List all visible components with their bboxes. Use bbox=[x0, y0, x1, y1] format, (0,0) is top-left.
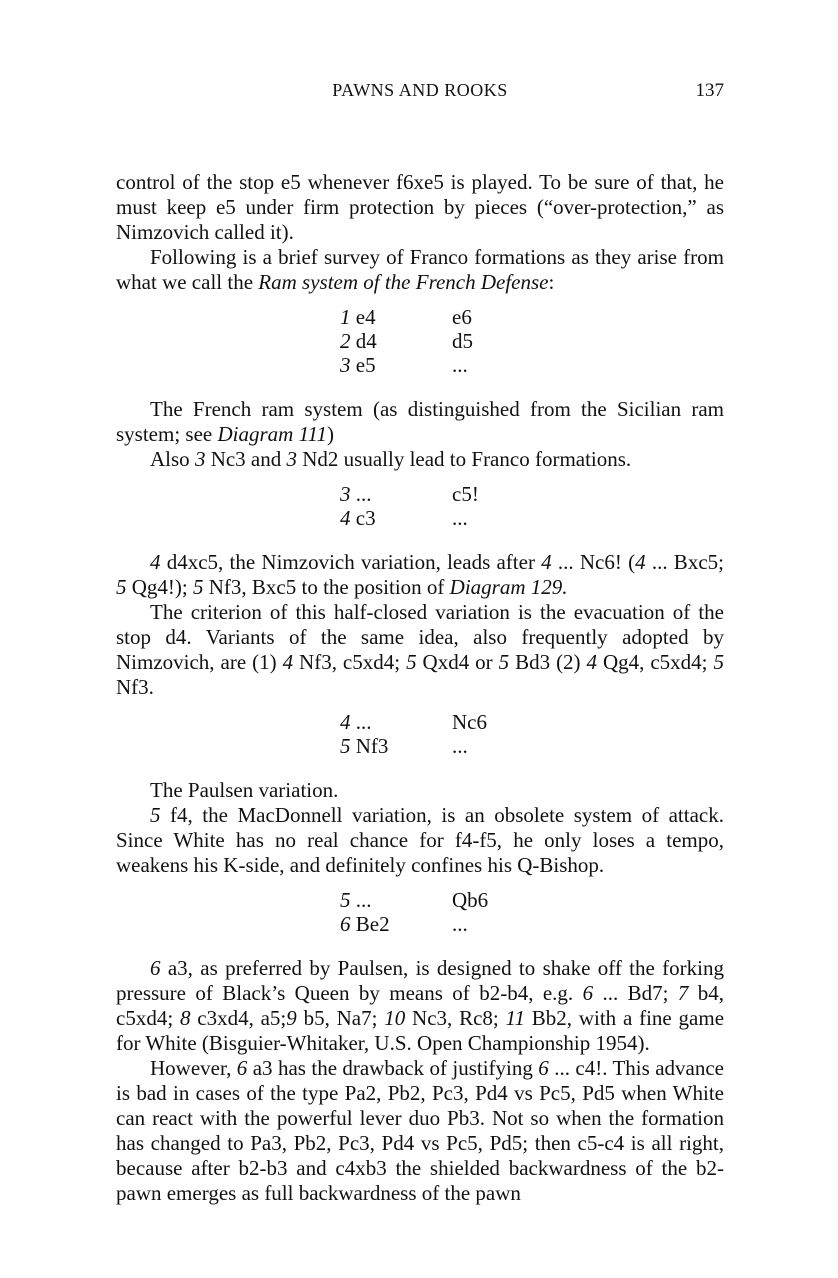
running-head: PAWNS AND ROOKS bbox=[332, 80, 508, 100]
paragraph: 6 a3, as preferred by Paulsen, is designed to shake off the forking pressure of Black’s Queen by means of b2-b4, e.g. 6 ... Bd7; 7 b4, c5xd4; 8 c3xd4, a5;9 b5, Na7; 10 Nc3, Rc8; 11 Bb2, with a fine game for White (Bisguier-Whitaker, U.S. Open Championship 1954). bbox=[116, 956, 725, 1055]
paragraph: 5 f4, the MacDonnell variation, is an obsolete system of attack. Since White has no real chance for f4-f5, he only loses a tempo, weakens his K-side, and definitely confines his Q-Bishop. bbox=[116, 803, 724, 877]
move-row: 3 ... c5! bbox=[340, 482, 479, 506]
move-row: 4 ... Nc6 bbox=[340, 710, 487, 734]
page-header bbox=[116, 80, 724, 106]
paragraph: Following is a brief survey of Franco formations as they arise from what we call the Ram system of the French Defense: bbox=[116, 245, 724, 294]
move-row: 4 c3 ... bbox=[340, 506, 468, 530]
page-body bbox=[116, 170, 724, 1206]
move-row: 2 d4 d5 bbox=[340, 329, 473, 353]
move-list bbox=[340, 482, 724, 530]
move-list bbox=[340, 710, 724, 758]
paragraph: The French ram system (as distinguished from the Sicilian ram system; see Diagram 111) bbox=[116, 397, 724, 446]
move-list bbox=[340, 305, 724, 377]
paragraph: control of the stop e5 whenever f6xe5 is played. To be sure of that, he must keep e5 under firm protection by pieces (“over-protection,” as Nimzovich called it). bbox=[116, 170, 724, 244]
paragraph: However, 6 a3 has the drawback of justifying 6 ... c4!. This advance is bad in cases of the type Pa2, Pb2, Pc3, Pd4 vs Pc5, Pd5 when White can react with the powerful lever duo Pb3. Not so when the formation has changed to Pa3, Pb2, Pc3, Pd4 vs Pc5, Pd5; then c5-c4 is all right, because after b2-b3 and c4xb3 the shielded backwardness of the b2-pawn emerges as full backwardness of the pawn bbox=[116, 1056, 725, 1205]
move-list bbox=[340, 888, 724, 936]
paragraph: Also 3 Nc3 and 3 Nd2 usually lead to Franco formations. bbox=[150, 447, 632, 471]
paragraph: 4 d4xc5, the Nimzovich variation, leads after 4 ... Nc6! (4 ... Bxc5; 5 Qg4!); 5 Nf3, Bxc5 to the position of Diagram 129. bbox=[116, 550, 724, 599]
page-number: 137 bbox=[695, 80, 724, 101]
move-row: 6 Be2 ... bbox=[340, 912, 468, 936]
move-row: 5 ... Qb6 bbox=[340, 888, 489, 912]
move-row: 1 e4 e6 bbox=[340, 305, 472, 329]
paragraph: The Paulsen variation. bbox=[150, 778, 339, 802]
paragraph: The criterion of this half-closed variation is the evacuation of the stop d4. Variants of the same idea, also frequently adopted by Nimzovich, are (1) 4 Nf3, c5xd4; 5 Qxd4 or 5 Bd3 (2) 4 Qg4, c5xd4; 5 Nf3. bbox=[116, 600, 724, 699]
move-row: 5 Nf3 ... bbox=[340, 734, 468, 758]
move-row: 3 e5 ... bbox=[340, 353, 468, 377]
